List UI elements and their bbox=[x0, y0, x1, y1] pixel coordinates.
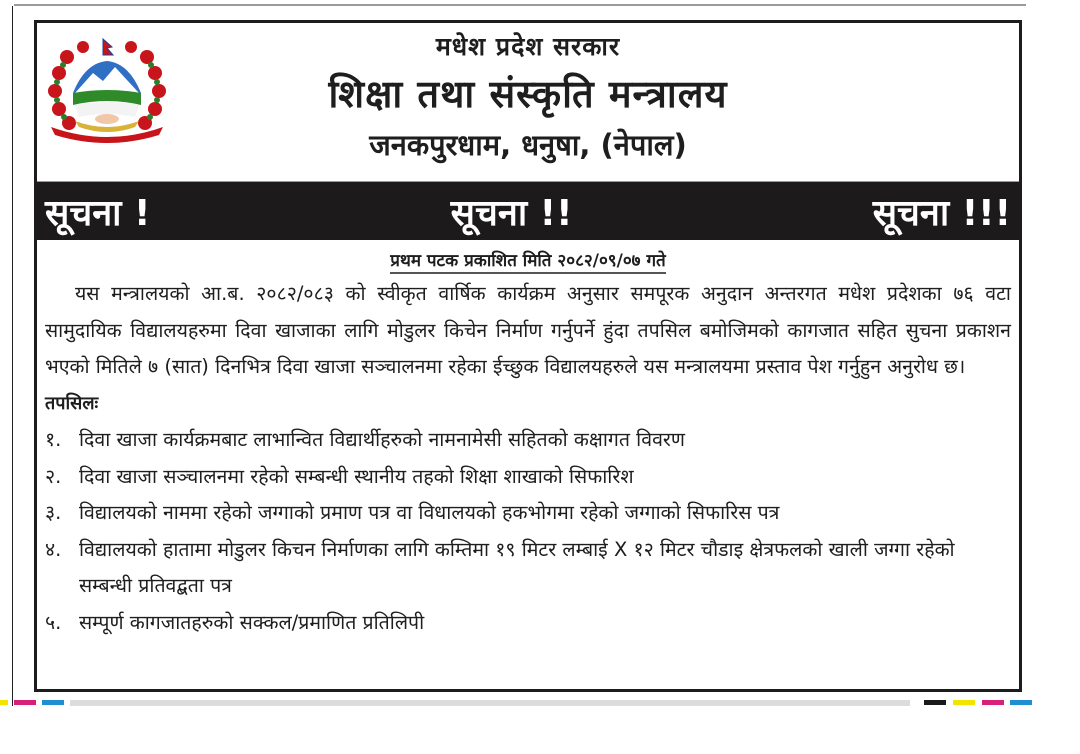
item-text: विद्यालयको हातामा मोडुलर किचन निर्माणका लागि कम्तिमा १९ मिटर लम्बाई X १२ मिटर चौडाइ क्षेत्रफलको खाली जग्गा रहेको सम्बन्धी प्रतिवद्बता पत्र bbox=[79, 537, 955, 597]
ministry-title: शिक्षा तथा संस्कृति मन्त्रालय bbox=[328, 72, 728, 116]
details-label: तपसिलः bbox=[45, 392, 99, 414]
ministry-heading bbox=[37, 29, 1019, 167]
print-mark-black bbox=[924, 700, 946, 705]
notice-paragraph: यस मन्त्रालयको आ.ब. २०८२/०८३ को स्वीकृत वार्षिक कार्यक्रम अनुसार समपूरक अनुदान अन्तरगत मधेश प्रदेशका ७६ वटा सामुदायिक विद्यालयहरुमा दिवा खाजाका लागि मोडुलर किचेन निर्माण गर्नुपर्ने हुंदा तपसिल बमोजिमको कागजात सहित सुचना प्रकाशन भएको मितिले ७ (सात) दिनभित्र दिवा खाजा सञ्चालनमा रहेका ईच्छुक विद्यालयहरुले यस मन्त्रालयमा प्रस्ताव पेश गर्नुहुन अनुरोध छ। bbox=[45, 282, 1011, 378]
print-grey-bar bbox=[70, 700, 910, 706]
list-item bbox=[45, 495, 1011, 532]
list-item bbox=[45, 422, 1011, 459]
ministry-address: जनकपुरधाम, धनुषा, (नेपाल) bbox=[369, 128, 687, 162]
banner-text-center: सूचना !! bbox=[450, 192, 573, 234]
item-text: विद्यालयको नाममा रहेको जग्गाको प्रमाण पत्र वा विधालयको हकभोगमा रहेको जग्गाको सिफारिस पत्र bbox=[79, 501, 780, 524]
list-item bbox=[45, 459, 1011, 496]
notice-banner bbox=[37, 182, 1019, 240]
item-text: दिवा खाजा सञ्चालनमा रहेको सम्बन्धी स्थानीय तहको शिक्षा शाखाको सिफारिश bbox=[79, 464, 634, 488]
province-government-title: मधेश प्रदेश सरकार bbox=[435, 32, 621, 61]
item-number: १. bbox=[45, 428, 62, 451]
notice-box bbox=[34, 20, 1022, 692]
print-mark-cyan bbox=[42, 700, 64, 705]
item-number: ३. bbox=[45, 501, 62, 524]
notice-header bbox=[37, 23, 1019, 182]
banner-text-right: सूचना !!! bbox=[872, 192, 1011, 234]
item-text: सम्पूर्ण कागजातहरुको सक्कल/प्रमाणित प्रतिलिपी bbox=[79, 610, 425, 634]
notice-body bbox=[37, 240, 1019, 641]
list-item bbox=[45, 605, 1011, 642]
top-rule bbox=[14, 4, 1026, 6]
print-mark-magenta bbox=[14, 700, 36, 705]
item-number: ५. bbox=[45, 610, 62, 634]
item-number: ४. bbox=[45, 537, 62, 561]
item-text: दिवा खाजा कार्यक्रमबाट लाभान्वित विद्यार्थीहरुको नामनामेसी सहितको कक्षागत विवरण bbox=[79, 428, 685, 451]
left-crop-line bbox=[12, 6, 13, 706]
item-number: २. bbox=[45, 464, 62, 488]
print-mark-yellow bbox=[0, 700, 8, 705]
print-mark-magenta bbox=[982, 700, 1004, 705]
published-date-line: प्रथम पटक प्रकाशित मिति २०८२/०९/०७ गते bbox=[45, 246, 1011, 276]
print-mark-cyan bbox=[1010, 700, 1032, 705]
print-mark-yellow bbox=[953, 700, 975, 705]
list-item bbox=[45, 532, 1011, 605]
banner-text-left: सूचना ! bbox=[45, 192, 151, 234]
